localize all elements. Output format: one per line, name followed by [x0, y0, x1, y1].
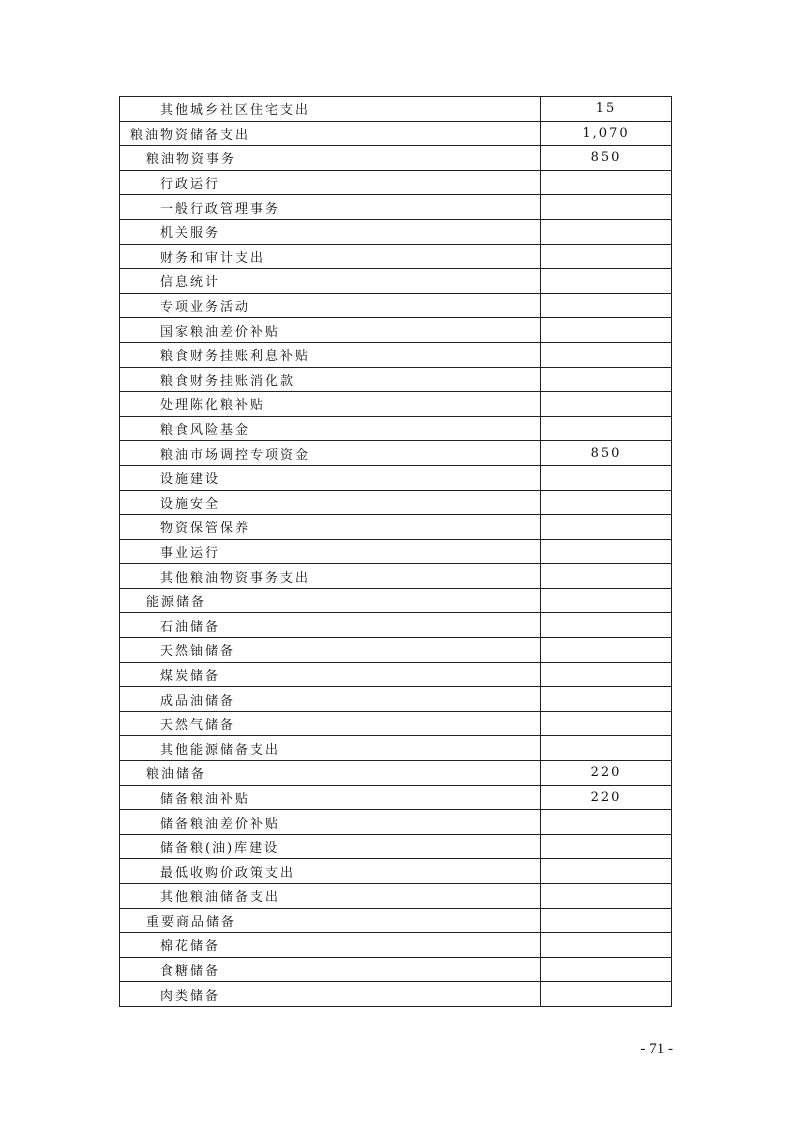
- table-row: [120, 810, 672, 835]
- item-value-cell: [541, 318, 672, 343]
- item-value-cell: [541, 687, 672, 712]
- table-row: [120, 318, 672, 343]
- table-row: [120, 367, 672, 392]
- table-row: [120, 638, 672, 663]
- item-value-cell: [541, 490, 672, 515]
- item-name-cell: 机关服务: [120, 219, 541, 244]
- item-value-cell: [541, 736, 672, 761]
- item-name-cell: 其他能源储备支出: [120, 736, 541, 761]
- table-row: [120, 736, 672, 761]
- budget-table: [119, 96, 672, 1007]
- item-value-cell: [541, 834, 672, 859]
- table-row: [120, 613, 672, 638]
- table-row: [120, 392, 672, 417]
- table-row: [120, 465, 672, 490]
- item-value-cell: [541, 392, 672, 417]
- item-name-cell: 财务和审计支出: [120, 244, 541, 269]
- item-value-cell: [541, 638, 672, 663]
- item-name-cell: 设施安全: [120, 490, 541, 515]
- item-value-cell: [541, 515, 672, 540]
- item-name-cell: 其他城乡社区住宅支出: [120, 97, 541, 122]
- item-value-cell: [541, 342, 672, 367]
- item-name-cell: 成品油储备: [120, 687, 541, 712]
- table-row: [120, 416, 672, 441]
- item-name-cell: 粮油物资事务: [120, 146, 541, 171]
- table-row: [120, 269, 672, 294]
- item-name-cell: 储备粮油补贴: [120, 785, 541, 810]
- item-value-cell: [541, 293, 672, 318]
- item-value-cell: [541, 195, 672, 220]
- item-name-cell: 食糖储备: [120, 957, 541, 982]
- table-row: [120, 97, 672, 122]
- table-row: [120, 662, 672, 687]
- table-row: [120, 121, 672, 146]
- item-name-cell: 设施建设: [120, 465, 541, 490]
- item-value-cell: 850: [541, 146, 672, 171]
- table-row: [120, 539, 672, 564]
- item-name-cell: 专项业务活动: [120, 293, 541, 318]
- item-name-cell: 粮油市场调控专项资金: [120, 441, 541, 466]
- item-value-cell: [541, 982, 672, 1007]
- table-row: [120, 884, 672, 909]
- item-name-cell: 粮油储备: [120, 761, 541, 786]
- item-value-cell: [541, 367, 672, 392]
- item-name-cell: 事业运行: [120, 539, 541, 564]
- item-value-cell: [541, 957, 672, 982]
- item-value-cell: [541, 269, 672, 294]
- table-row: [120, 490, 672, 515]
- item-value-cell: 1,070: [541, 121, 672, 146]
- item-value-cell: 220: [541, 785, 672, 810]
- table-row: [120, 244, 672, 269]
- page-number: - 71 -: [640, 1041, 673, 1057]
- item-value-cell: [541, 933, 672, 958]
- item-name-cell: 最低收购价政策支出: [120, 859, 541, 884]
- item-name-cell: 处理陈化粮补贴: [120, 392, 541, 417]
- item-name-cell: 粮油物资储备支出: [120, 121, 541, 146]
- item-value-cell: 15: [541, 97, 672, 122]
- item-value-cell: [541, 662, 672, 687]
- item-name-cell: 肉类储备: [120, 982, 541, 1007]
- table-row: [120, 342, 672, 367]
- item-value-cell: [541, 588, 672, 613]
- table-row: [120, 785, 672, 810]
- item-value-cell: [541, 564, 672, 589]
- item-value-cell: [541, 539, 672, 564]
- table-row: [120, 711, 672, 736]
- item-name-cell: 储备粮(油)库建设: [120, 834, 541, 859]
- item-name-cell: 其他粮油物资事务支出: [120, 564, 541, 589]
- item-value-cell: 850: [541, 441, 672, 466]
- table-row: [120, 515, 672, 540]
- table-row: [120, 834, 672, 859]
- item-name-cell: 煤炭储备: [120, 662, 541, 687]
- item-value-cell: [541, 170, 672, 195]
- item-name-cell: 一般行政管理事务: [120, 195, 541, 220]
- table-row: [120, 982, 672, 1007]
- item-name-cell: 储备粮油差价补贴: [120, 810, 541, 835]
- item-name-cell: 天然铀储备: [120, 638, 541, 663]
- item-name-cell: 棉花储备: [120, 933, 541, 958]
- table-row: [120, 195, 672, 220]
- table-body: [120, 97, 672, 1007]
- item-name-cell: 粮食风险基金: [120, 416, 541, 441]
- table-row: [120, 293, 672, 318]
- table-row: [120, 219, 672, 244]
- item-value-cell: [541, 244, 672, 269]
- item-name-cell: 行政运行: [120, 170, 541, 195]
- item-value-cell: [541, 859, 672, 884]
- table-row: [120, 859, 672, 884]
- item-value-cell: [541, 416, 672, 441]
- item-name-cell: 粮食财务挂账消化款: [120, 367, 541, 392]
- table-row: [120, 170, 672, 195]
- table-row: [120, 908, 672, 933]
- item-name-cell: 其他粮油储备支出: [120, 884, 541, 909]
- table-row: [120, 933, 672, 958]
- item-name-cell: 粮食财务挂账利息补贴: [120, 342, 541, 367]
- item-name-cell: 国家粮油差价补贴: [120, 318, 541, 343]
- table-row: [120, 687, 672, 712]
- table-row: [120, 441, 672, 466]
- item-value-cell: [541, 465, 672, 490]
- item-name-cell: 信息统计: [120, 269, 541, 294]
- table-row: [120, 588, 672, 613]
- item-name-cell: 重要商品储备: [120, 908, 541, 933]
- item-value-cell: [541, 908, 672, 933]
- item-value-cell: [541, 884, 672, 909]
- item-value-cell: [541, 711, 672, 736]
- item-name-cell: 能源储备: [120, 588, 541, 613]
- item-value-cell: [541, 613, 672, 638]
- table-row: [120, 564, 672, 589]
- item-name-cell: 物资保管保养: [120, 515, 541, 540]
- table-row: [120, 146, 672, 171]
- item-value-cell: [541, 219, 672, 244]
- item-name-cell: 天然气储备: [120, 711, 541, 736]
- item-name-cell: 石油储备: [120, 613, 541, 638]
- item-value-cell: 220: [541, 761, 672, 786]
- table-row: [120, 761, 672, 786]
- table-row: [120, 957, 672, 982]
- item-value-cell: [541, 810, 672, 835]
